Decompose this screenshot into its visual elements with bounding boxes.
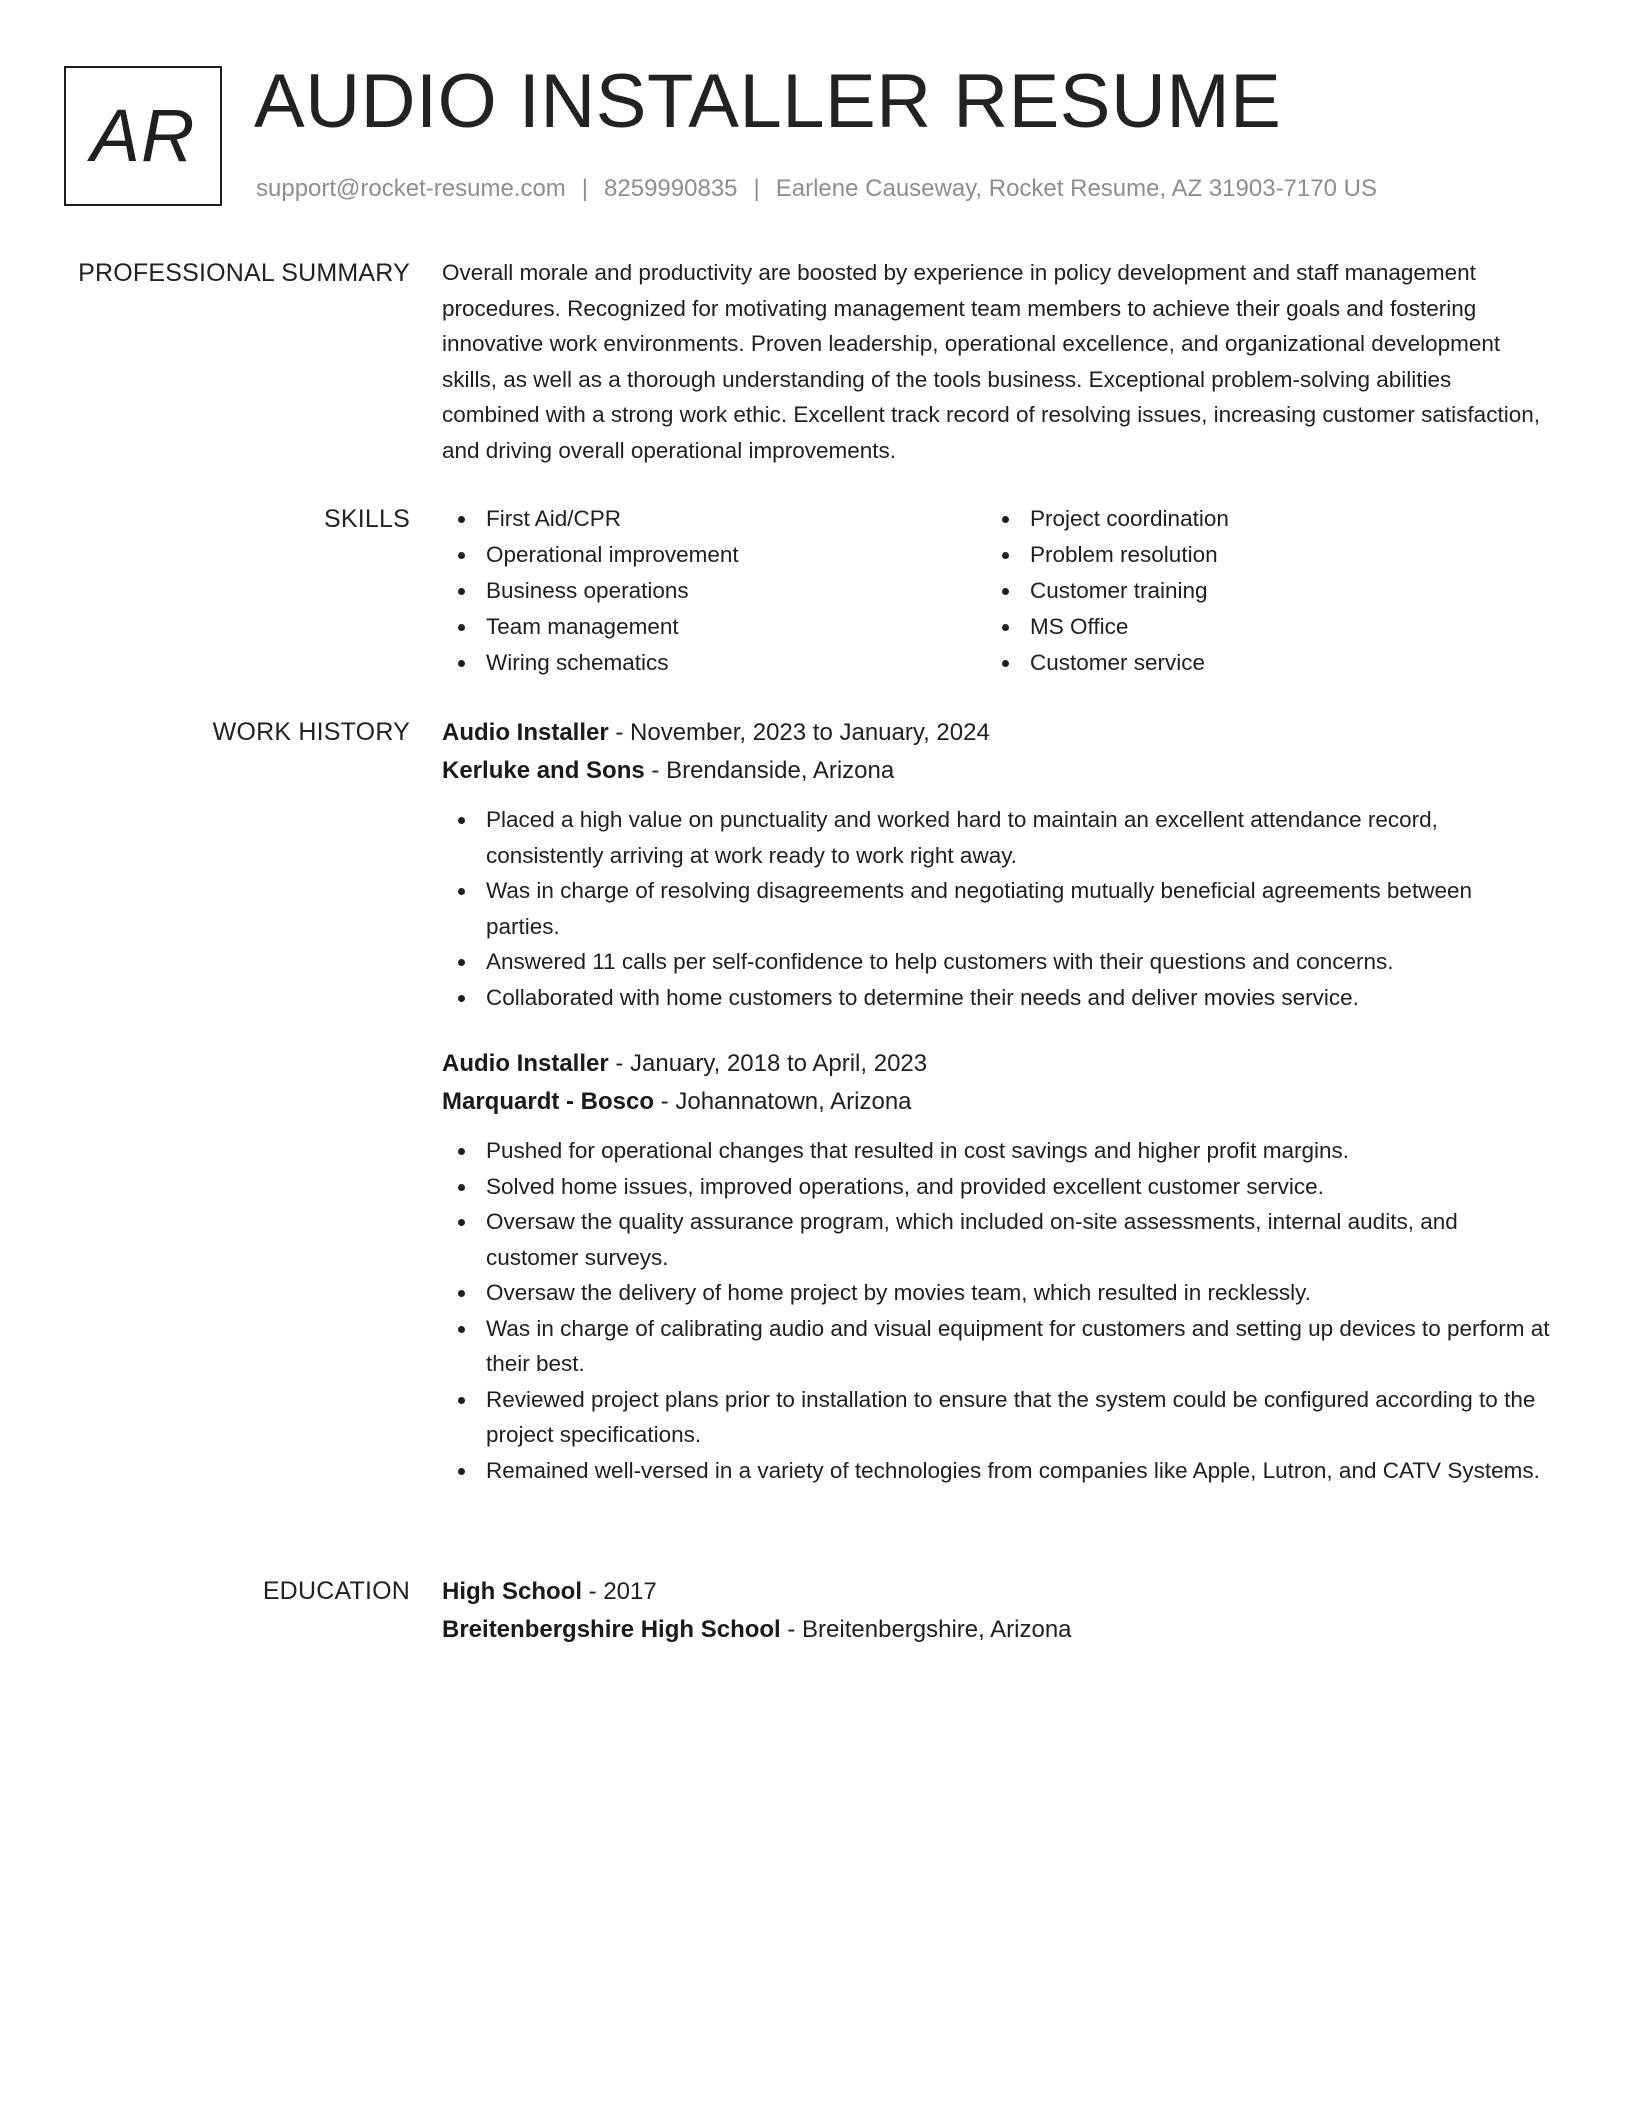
skill-item: Customer service (986, 645, 1530, 681)
contact-separator: | (581, 175, 589, 202)
job-company: Marquardt - Bosco (442, 1088, 655, 1115)
resume-title: AUDIO INSTALLER RESUME (254, 59, 1282, 144)
job-bullet: Answered 11 calls per self-confidence to help customers with their questions and concerns. (442, 944, 1552, 980)
job-location: - Johannatown, Arizona (654, 1088, 912, 1115)
education-location: - Breitenbergshire, Arizona (780, 1616, 1072, 1643)
skills-body (442, 501, 1552, 681)
job-company: Kerluke and Sons (442, 757, 645, 784)
contact-phone: 8259990835 (604, 175, 738, 202)
education-degree: High School (442, 1578, 582, 1605)
job-dates: - November, 2023 to January, 2024 (608, 719, 990, 746)
job-bullet: Was in charge of resolving disagreements and negotiating mutually beneficial agreements between parties. (442, 873, 1552, 944)
job-bullet: Solved home issues, improved operations, and provided excellent customer service. (442, 1169, 1552, 1205)
job-bullet: Remained well-versed in a variety of technologies from companies like Apple, Lutron, and CATV Systems. (442, 1453, 1552, 1489)
summary-text: Overall morale and productivity are boosted by experience in policy development and staff management procedures. Recognized for motivating management team members to achieve their goals and fostering innovative work environments. Proven leadership, operational excellence, and organizational development skills, as well as a thorough understanding of the tools business. Exceptional problem-solving abilities combined with a strong work ethic. Excellent track record of resolving issues, increasing customer satisfaction, and driving overall operational improvements. (442, 260, 1540, 463)
skill-item: MS Office (986, 609, 1530, 645)
job-bullet: Oversaw the quality assurance program, which included on-site assessments, internal audits, and customer surveys. (442, 1204, 1552, 1275)
work-history-body (442, 714, 1552, 1488)
contact-email: support@rocket-resume.com (256, 175, 566, 202)
job-bullet: Was in charge of calibrating audio and visual equipment for customers and setting up devices to perform at their best. (442, 1311, 1552, 1382)
skill-item: Operational improvement (442, 537, 986, 573)
skills-columns (442, 501, 1552, 681)
monogram-box (64, 66, 222, 206)
job-company-line (442, 1083, 1552, 1121)
job-location: - Brendanside, Arizona (644, 757, 895, 784)
job-bullet: Collaborated with home customers to determine their needs and deliver movies service. (442, 980, 1552, 1016)
education-school-line (442, 1611, 1552, 1649)
education-label: EDUCATION (262, 1577, 410, 1605)
job-company-line (442, 752, 1552, 790)
job-bullets (442, 802, 1552, 1015)
skill-item: Wiring schematics (442, 645, 986, 681)
skill-item: Problem resolution (986, 537, 1530, 573)
job-bullet: Pushed for operational changes that resulted in cost savings and higher profit margins. (442, 1133, 1552, 1169)
summary-label: PROFESSIONAL SUMMARY (78, 259, 410, 287)
contact-address: Earlene Causeway, Rocket Resume, AZ 31903-7170 US (775, 175, 1377, 202)
skills-list-left (442, 501, 986, 681)
job-title-line (442, 714, 1552, 752)
summary-body (442, 255, 1552, 468)
job-dates: - January, 2018 to April, 2023 (608, 1050, 928, 1077)
skill-item: Customer training (986, 573, 1530, 609)
monogram-initials: AR (90, 94, 196, 177)
job-title: Audio Installer (442, 719, 609, 746)
education-body (442, 1573, 1552, 1649)
skill-item: Team management (442, 609, 986, 645)
job-bullet: Reviewed project plans prior to installation to ensure that the system could be configured according to the project specifications. (442, 1382, 1552, 1453)
contact-line (256, 174, 1377, 204)
skills-list-right (986, 501, 1530, 681)
skill-item: First Aid/CPR (442, 501, 986, 537)
job-bullet: Placed a high value on punctuality and worked hard to maintain an excellent attendance record, consistently arriving at work ready to work right away. (442, 802, 1552, 873)
skill-item: Project coordination (986, 501, 1530, 537)
skill-item: Business operations (442, 573, 986, 609)
skills-label: SKILLS (324, 505, 410, 533)
job-title: Audio Installer (442, 1050, 609, 1077)
job-entry (442, 714, 1552, 1015)
education-degree-line (442, 1573, 1552, 1611)
contact-separator: | (753, 175, 760, 202)
job-bullets (442, 1133, 1552, 1488)
work-history-label: WORK HISTORY (212, 718, 410, 746)
education-year: - 2017 (582, 1578, 657, 1605)
job-title-line (442, 1045, 1552, 1083)
education-school: Breitenbergshire High School (442, 1616, 781, 1643)
job-entry (442, 1045, 1552, 1488)
job-bullet: Oversaw the delivery of home project by movies team, which resulted in recklessly. (442, 1275, 1552, 1311)
